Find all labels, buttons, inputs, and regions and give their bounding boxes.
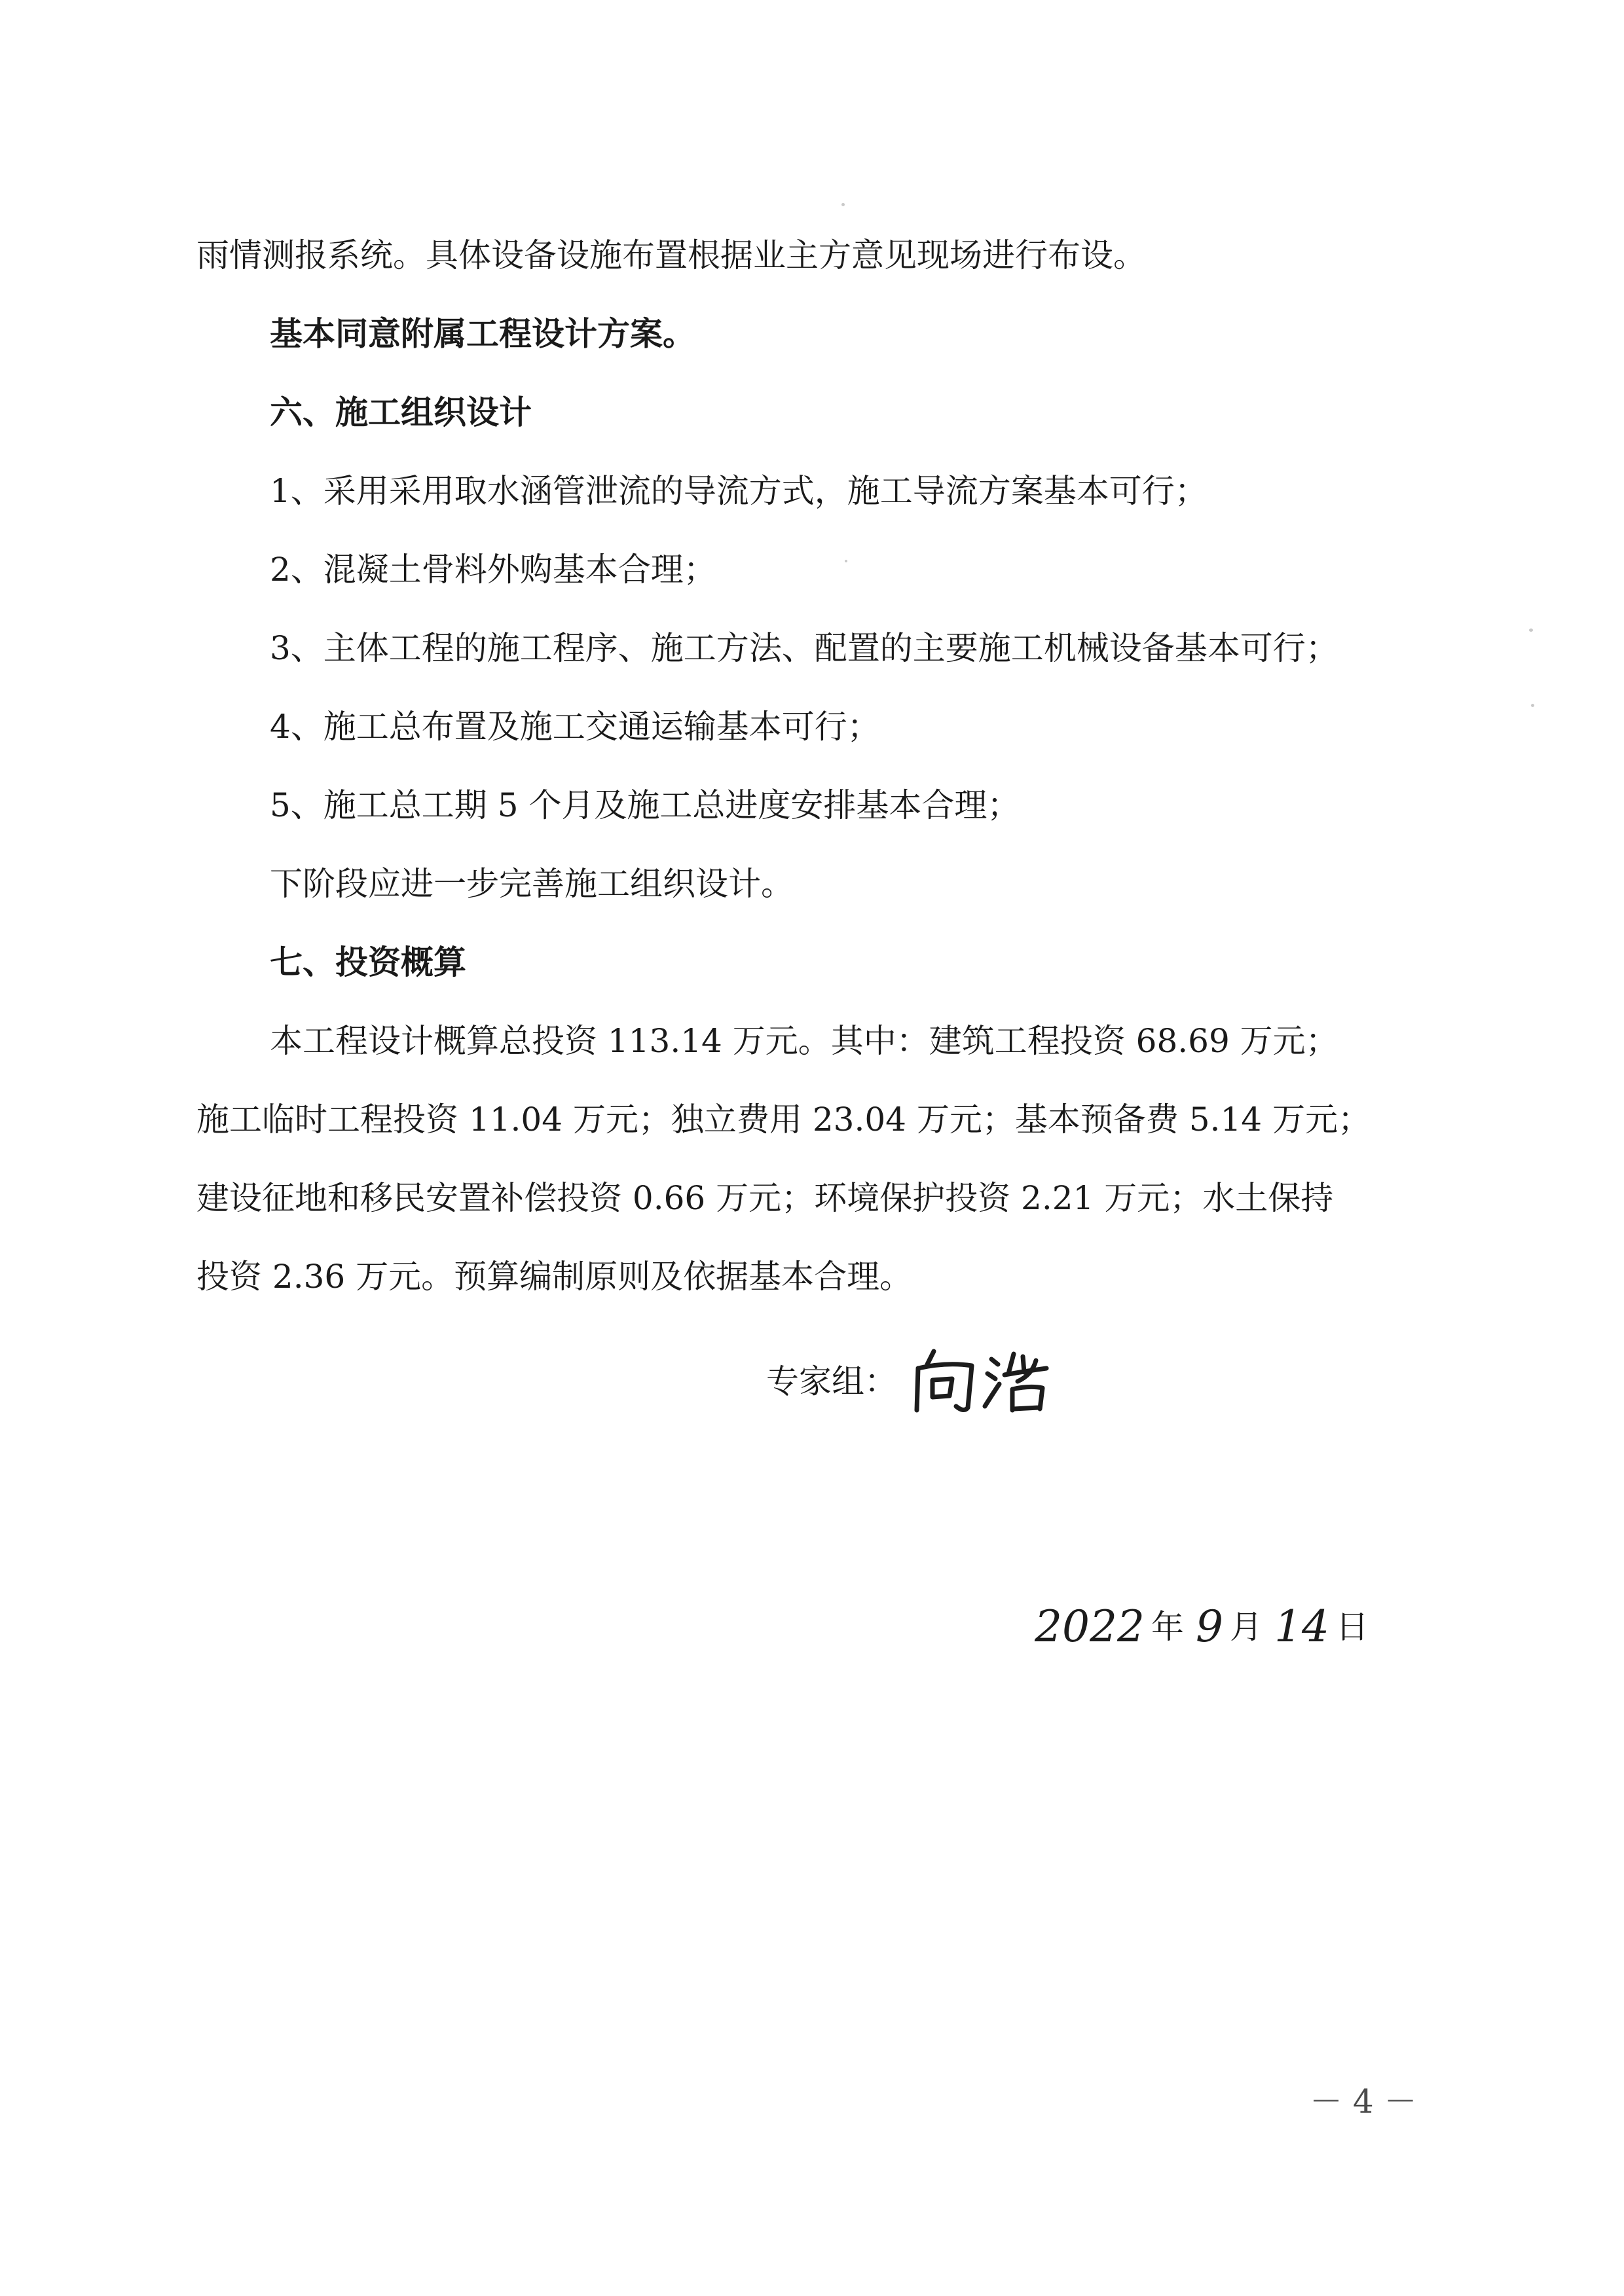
date-month: 9 (1195, 1601, 1223, 1652)
list-item-1: 1、采用采用取水涵管泄流的导流方式，施工导流方案基本可行； (270, 472, 1208, 510)
date-month-unit: 月 (1229, 1608, 1263, 1646)
list-item-3: 3、主体工程的施工程序、施工方法、配置的主要施工机械设备基本可行； (270, 629, 1338, 667)
paragraph-rain-monitoring: 雨情测报系统。具体设备设施布置根据业主方意见现场进行布设。 (196, 236, 1146, 274)
list-item-2: 2、混凝土骨料外购基本合理； (270, 551, 716, 589)
scan-speck (1531, 704, 1534, 707)
page-number: － 4 － (1310, 2083, 1417, 2121)
scan-speck (1529, 629, 1533, 632)
date-day-unit: 日 (1335, 1608, 1369, 1646)
paragraph-investment-line-1: 本工程设计概算总投资 113.14 万元。其中：建筑工程投资 68.69 万元； (270, 1022, 1338, 1060)
date-year: 2022 (1035, 1601, 1145, 1652)
heading-ancillary-approval: 基本同意附属工程设计方案。 (270, 314, 695, 353)
paragraph-next-stage: 下阶段应进一步完善施工组织设计。 (270, 865, 794, 903)
scan-speck (841, 203, 845, 206)
handwritten-signature (908, 1342, 1058, 1421)
section-heading-construction-design: 六、施工组织设计 (270, 393, 532, 431)
list-item-4: 4、施工总布置及施工交通运输基本可行； (270, 708, 880, 746)
paragraph-investment-line-2: 施工临时工程投资 11.04 万元；独立费用 23.04 万元；基本预备费 5.14 万元； (196, 1101, 1371, 1139)
section-heading-investment-estimate: 七、投资概算 (270, 943, 466, 981)
date-year-unit: 年 (1151, 1608, 1184, 1646)
date-block (1035, 1591, 1369, 1663)
date-day: 14 (1274, 1601, 1329, 1652)
signature-block (766, 1336, 1058, 1427)
list-item-5: 5、施工总工期 5 个月及施工总进度安排基本合理； (270, 786, 1020, 824)
expert-group-label: 专家组： (766, 1362, 897, 1400)
scan-speck (845, 560, 847, 562)
paragraph-investment-line-4: 投资 2.36 万元。预算编制原则及依据基本合理。 (196, 1258, 913, 1296)
paragraph-investment-line-3: 建设征地和移民安置补偿投资 0.66 万元；环境保护投资 2.21 万元；水土保持 (196, 1179, 1334, 1217)
